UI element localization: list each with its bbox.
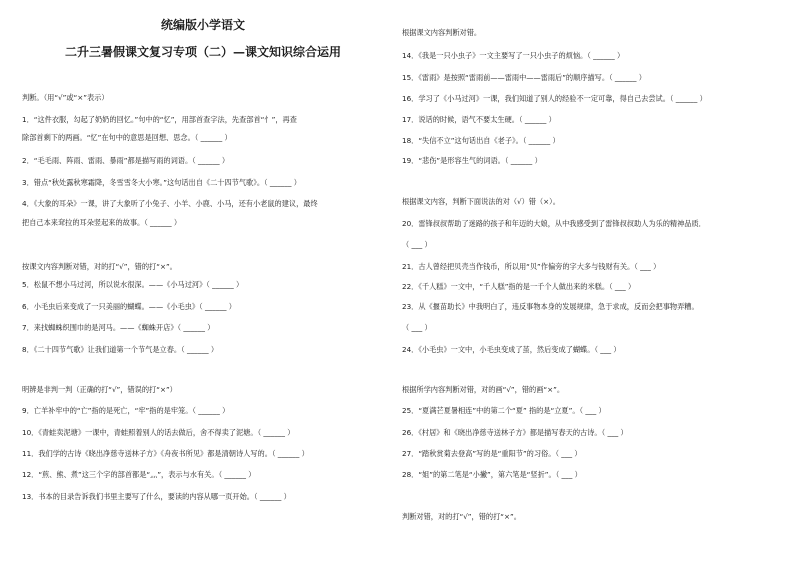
section-heading-4: 根据课文内容判断对错。 <box>402 28 482 37</box>
section-heading-3: 明辨是非判一判（正确的打“√”，错误的打“×”） <box>22 385 177 394</box>
question-7: 7．来找蜘蛛织围巾的是河马。——《蜘蛛开店》（ ______ ） <box>22 323 215 332</box>
question-8: 8．《二十四节气歌》让我们道第一个节气是立春。（ ______ ） <box>22 345 219 354</box>
question-22: 22．《千人糕》一文中，“千人糕”指的是一千个人做出来的米糕。（ ___ ） <box>402 282 636 291</box>
question-4-line-2: 把自己本来耷拉的耳朵竖起来的故事。（ ______ ） <box>22 218 182 227</box>
section-heading-6: 根据所学内容判断对错，对的画“√”，错的画“×”。 <box>402 385 565 394</box>
question-24: 24．《小毛虫》一文中，小毛虫变成了茧，然后变成了蝴蝶。（ ___ ） <box>402 345 621 354</box>
question-19: 19．“悲伤”是形容生气的词语。（ ______ ） <box>402 156 542 165</box>
question-16: 16．学习了《小马过河》一课，我们知道了别人的经验不一定可靠，得自己去尝试。（ ______ ） <box>402 94 707 103</box>
question-11: 11．我们学的古诗《晓出净慈寺送林子方》《舟夜书所见》都是清朝诗人写的。（ ______ ） <box>22 449 309 458</box>
question-20-line-2: （ ___ ） <box>402 240 432 249</box>
question-15: 15．《雷雨》是按照“雷雨前——雷雨中——雷雨后”的顺序描写。（ ______ ） <box>402 73 646 82</box>
question-12: 12．“煎、熊、煮”这三个字的部首都是“灬”，表示与水有关。（ ______ ） <box>22 470 256 479</box>
question-13: 13．书本的目录告诉我们书里主要写了什么，要读的内容从哪一页开始。（ ______ ） <box>22 492 291 501</box>
question-1-line-1: 1．“这件衣服，勾起了奶奶的回忆。”句中的“忆”，用部首查字法，先查部首“忄”，再查 <box>22 115 297 124</box>
section-heading-2: 按课文内容判断对错，对的打“√”，错的打“×”。 <box>22 262 177 271</box>
question-20-line-1: 20．雷锋叔叔帮助了迷路的孩子和年迈的大娘，从中我感受到了雷锋叔叔助人为乐的精神品质． <box>402 219 706 228</box>
question-27: 27．“踏秋赏菊去登高”写的是“重阳节”的习俗。（ ___ ） <box>402 449 582 458</box>
question-28: 28．“姐”的第二笔是“小撇”，第六笔是“竖折”。（ ___ ） <box>402 470 582 479</box>
question-4-line-1: 4．《大象的耳朵》一课，讲了大象听了小兔子、小羊、小鹿、小马，还有小老鼠的建议，最终 <box>22 199 318 208</box>
question-10: 10．《青蛙卖泥塘》一课中，青蛙照着别人的话去做后，舍不得卖了泥塘。（ ______ ） <box>22 428 295 437</box>
question-3: 3．错点“秋处露秋寒霜降，冬雪雪冬大小寒。”这句话出自《二十四节气歌》。（ ______ ） <box>22 178 301 187</box>
question-21: 21．古人曾经把贝壳当作钱币，所以用“贝”作偏旁的字大多与钱财有关。（ ___ ） <box>402 262 661 271</box>
page-title: 统编版小学语文 <box>160 18 245 32</box>
question-6: 6．小毛虫后来变成了一只美丽的蝴蝶。——《小毛虫》（ ______ ） <box>22 302 236 311</box>
question-18: 18．“失信不立”这句话出自《老子》。（ ______ ） <box>402 136 560 145</box>
question-14: 14．《我是一只小虫子》一文主要写了一只小虫子的烦恼。（ ______ ） <box>402 51 625 60</box>
section-heading-5: 根据课文内容，判断下面说法的对（√）错（×）。 <box>402 197 560 206</box>
section-heading-1: 判断。（用“√”或“×”表示） <box>22 93 109 102</box>
page-subtitle: 二升三暑假课文复习专项（二）—课文知识综合运用 <box>64 45 341 59</box>
question-25: 25．“夏满芒夏暑相连”中的第二个“夏” 指的是“立夏”。（ ___ ） <box>402 406 606 415</box>
question-5: 5．松鼠不想小马过河，所以说水很深。——《小马过河》（ ______ ） <box>22 280 244 289</box>
question-23-line-2: （ ___ ） <box>402 323 432 332</box>
question-26: 26．《村居》和《晓出净慈寺送林子方》都是描写春天的古诗。（ ___ ） <box>402 428 628 437</box>
question-23-line-1: 23．从《揠苗助长》中我明白了，违反事物本身的发展规律，急于求成，反而会把事物弄糟。 <box>402 302 699 311</box>
question-2: 2．“毛毛雨、阵雨、雷雨、暴雨”都是描写雨的词语。（ ______ ） <box>22 156 230 165</box>
question-17: 17．说话的时候，语气不要太生硬。（ ______ ） <box>402 115 556 124</box>
question-1-line-2: 除部首剩下的两画。“忆”在句中的意思是回想、思念。（ ______ ） <box>22 133 232 142</box>
section-heading-7: 判断对错，对的打“√”，错的打“×”。 <box>402 512 521 521</box>
question-9: 9．亡羊补牢中的“亡”指的是死亡，“牢”指的是牢笼。（ ______ ） <box>22 406 230 415</box>
